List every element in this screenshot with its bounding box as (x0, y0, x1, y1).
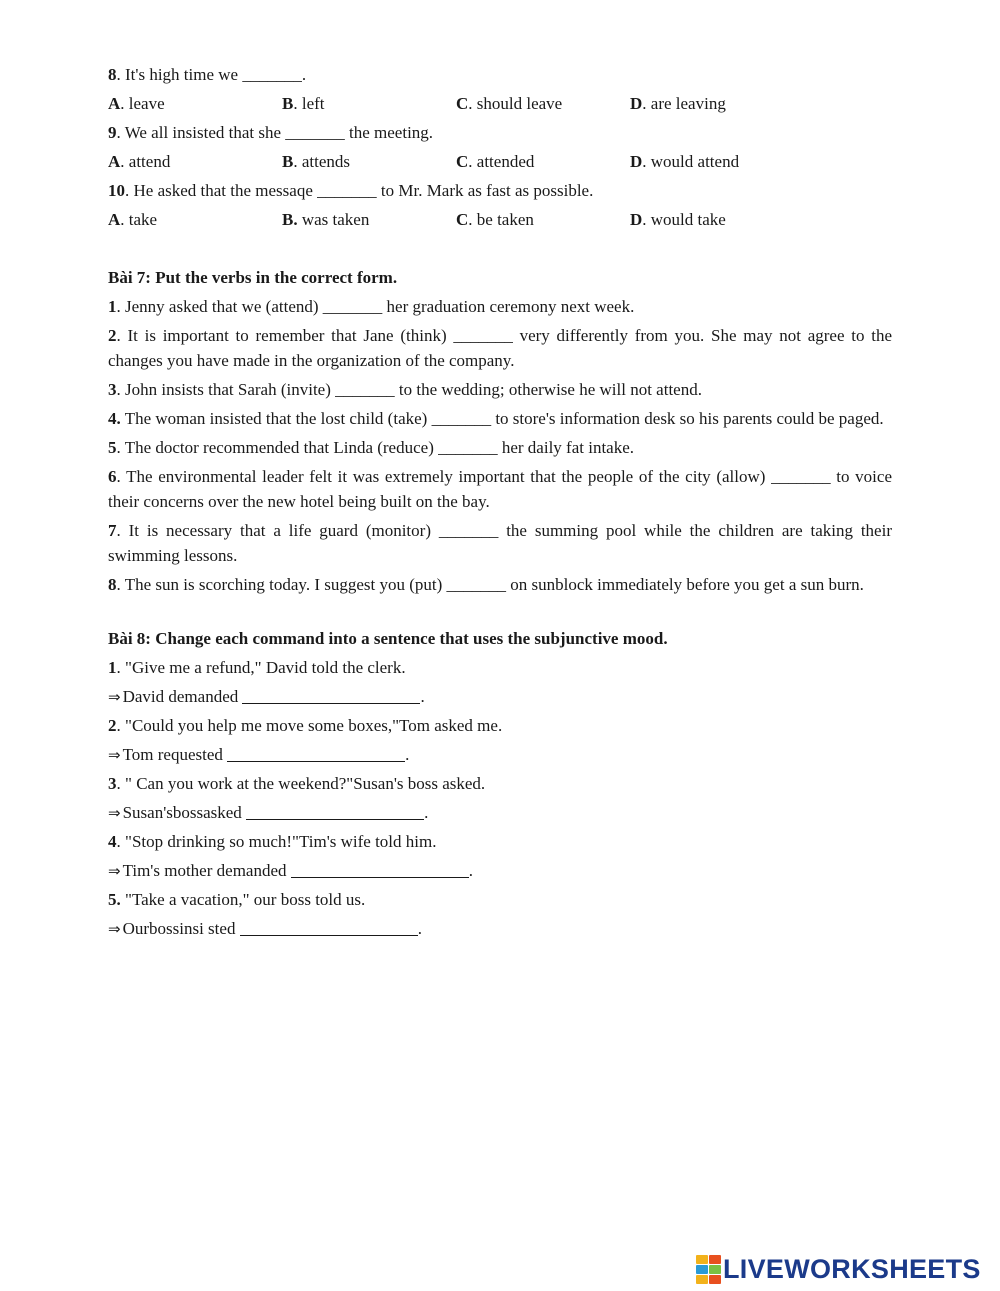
option-text: was taken (297, 210, 370, 229)
option-letter: D (630, 94, 643, 113)
exercise-8-item (108, 655, 892, 684)
implies-arrow-icon: ⇒ (108, 688, 121, 706)
question-row (108, 178, 892, 207)
options-row (108, 91, 892, 120)
item-number: 4. (108, 409, 121, 428)
item-text: The woman insisted that the lost child (take) _______ to store's information desk so his parents could be paged. (120, 409, 884, 428)
answer-option[interactable] (630, 149, 804, 178)
answer-prefix: Ourbossinsi sted (122, 919, 236, 938)
item-text: . John insists that Sarah (invite) _______ to the wedding; otherwise he will not attend. (116, 380, 702, 399)
option-text: . attends (293, 152, 350, 171)
option-letter: C (456, 94, 469, 113)
answer-blank[interactable] (227, 745, 405, 762)
exercise-8-title: Bài 8: Change each command into a sentence that uses the subjunctive mood. (108, 629, 668, 648)
item-text: . The doctor recommended that Linda (reduce) _______ her daily fat intake. (116, 438, 635, 457)
item-number: 1 (108, 297, 117, 316)
exercise-7-item (108, 323, 892, 373)
question-text: . We all insisted that she _______ the meeting. (116, 123, 434, 142)
answer-option[interactable] (630, 91, 804, 120)
option-text: . attend (120, 152, 171, 171)
option-letter: B (282, 152, 294, 171)
implies-arrow-icon: ⇒ (108, 804, 121, 822)
item-number: 5. (108, 890, 121, 909)
answer-end: . (420, 687, 425, 706)
option-text: . would attend (642, 152, 740, 171)
exercise-8-list (108, 655, 892, 945)
liveworksheets-logo-icon (696, 1255, 720, 1283)
item-number: 2 (108, 326, 117, 345)
answer-option[interactable] (108, 91, 282, 120)
question-row (108, 62, 892, 91)
question-row (108, 120, 892, 149)
option-letter: B (282, 94, 294, 113)
item-text: . "Give me a refund," David told the clerk. (116, 658, 406, 677)
exercise-8-item (108, 771, 892, 800)
options-row (108, 149, 892, 178)
item-number: 4 (108, 832, 117, 851)
answer-option[interactable] (282, 149, 456, 178)
answer-line (108, 684, 892, 713)
implies-arrow-icon: ⇒ (108, 862, 121, 880)
option-text: . should leave (468, 94, 563, 113)
item-text: . Jenny asked that we (attend) _______ her graduation ceremony next week. (116, 297, 635, 316)
option-letter: D (630, 152, 643, 171)
option-letter: A (108, 152, 121, 171)
option-text: . take (120, 210, 158, 229)
question-number: 9 (108, 123, 117, 142)
item-text: . "Stop drinking so much!"Tim's wife told him. (116, 832, 437, 851)
question-number: 10 (108, 181, 125, 200)
exercise-7-list (108, 294, 892, 597)
answer-option[interactable] (108, 207, 282, 236)
answer-end: . (424, 803, 429, 822)
exercise-7-item (108, 464, 892, 514)
item-number: 1 (108, 658, 117, 677)
answer-prefix: David demanded (122, 687, 239, 706)
exercise-8-item (108, 713, 892, 742)
exercise-7-item (108, 518, 892, 568)
option-text: . would take (642, 210, 726, 229)
option-letter: C (456, 210, 469, 229)
answer-prefix: Tom requested (122, 745, 223, 764)
answer-option[interactable] (630, 207, 804, 236)
option-text: . be taken (468, 210, 534, 229)
item-number: 2 (108, 716, 117, 735)
item-text: . " Can you work at the weekend?"Susan's boss asked. (116, 774, 486, 793)
option-text: . leave (120, 94, 165, 113)
answer-option[interactable] (456, 207, 630, 236)
item-text: . The sun is scorching today. I suggest you (put) _______ on sunblock immediately before you get a sun burn. (116, 575, 864, 594)
exercise-7-item (108, 435, 892, 460)
exercise-7-item (108, 572, 892, 597)
option-letter: A (108, 94, 121, 113)
item-number: 3 (108, 774, 117, 793)
exercise-8-item (108, 829, 892, 858)
question-text: . It's high time we _______. (116, 65, 307, 84)
exercise-7-title: Bài 7: Put the verbs in the correct form. (108, 268, 398, 287)
answer-end: . (417, 919, 422, 938)
answer-end: . (405, 745, 410, 764)
option-text: . attended (468, 152, 535, 171)
option-letter: C (456, 152, 469, 171)
question-number: 8 (108, 65, 117, 84)
option-letter: D (630, 210, 643, 229)
implies-arrow-icon: ⇒ (108, 920, 121, 938)
exercise-7-item (108, 406, 892, 431)
answer-blank[interactable] (240, 919, 418, 936)
answer-option[interactable] (282, 207, 456, 236)
answer-option[interactable] (456, 91, 630, 120)
item-number: 7 (108, 521, 117, 540)
option-letter: A (108, 210, 121, 229)
item-text: . The environmental leader felt it was extremely important that the people of the city (allow) _______ to voice their concerns over the new hotel being built on the bay. (108, 467, 892, 511)
exercise-8-item (108, 887, 892, 916)
item-number: 5 (108, 438, 117, 457)
answer-blank[interactable] (246, 803, 424, 820)
item-text: . It is necessary that a life guard (monitor) _______ the summing pool while the children are taking their swimming lessons. (108, 521, 892, 565)
option-letter: B. (282, 210, 298, 229)
answer-line (108, 916, 892, 945)
worksheet-page (108, 62, 892, 945)
item-number: 3 (108, 380, 117, 399)
answer-option[interactable] (282, 91, 456, 120)
item-text: . "Could you help me move some boxes,"Tom asked me. (116, 716, 503, 735)
item-text: . It is important to remember that Jane (think) _______ very differently from you. She may not agree to the changes you have made in the organization of the company. (108, 326, 892, 370)
mcq-section (108, 62, 892, 236)
exercise-7-item (108, 377, 892, 402)
answer-blank[interactable] (242, 687, 420, 704)
liveworksheets-logo (696, 1254, 981, 1284)
answer-option[interactable] (108, 149, 282, 178)
implies-arrow-icon: ⇒ (108, 746, 121, 764)
option-text: . left (293, 94, 325, 113)
answer-line (108, 800, 892, 829)
answer-blank[interactable] (291, 861, 469, 878)
answer-prefix: Tim's mother demanded (122, 861, 287, 880)
answer-line (108, 858, 892, 887)
exercise-7-item (108, 294, 892, 319)
answer-line (108, 742, 892, 771)
options-row (108, 207, 892, 236)
question-text: . He asked that the messaqe _______ to Mr. Mark as fast as possible. (125, 181, 594, 200)
item-text: "Take a vacation," our boss told us. (120, 890, 366, 909)
item-number: 8 (108, 575, 117, 594)
answer-option[interactable] (456, 149, 630, 178)
option-text: . are leaving (642, 94, 726, 113)
answer-prefix: Susan'sbossasked (122, 803, 242, 822)
item-number: 6 (108, 467, 117, 486)
logo-text: LIVEWORKSHEETS (723, 1253, 981, 1284)
answer-end: . (468, 861, 474, 880)
